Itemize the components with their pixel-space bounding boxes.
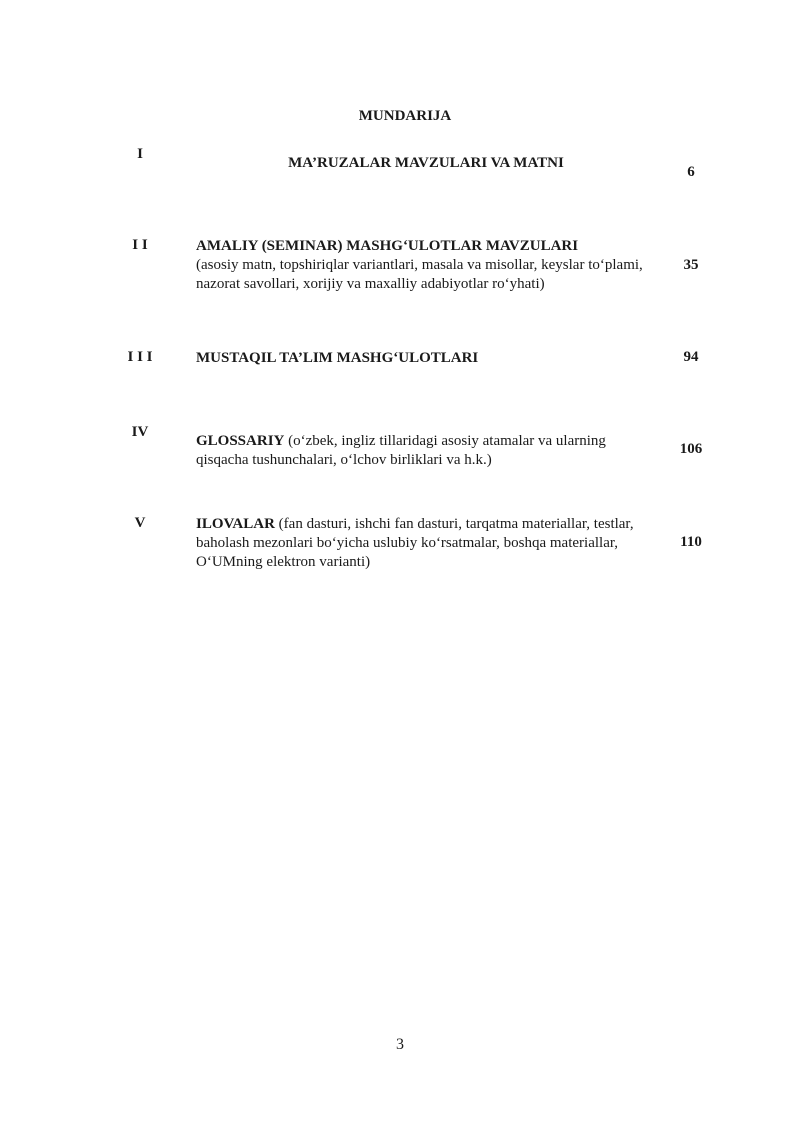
toc-roman-numeral: I I	[132, 237, 148, 253]
toc-roman-numeral: V	[134, 515, 146, 531]
toc-entry-title: AMALIY (SEMINAR) MASHG‘ULOTLAR MAVZULARI	[196, 238, 579, 254]
toc-entry-text	[196, 432, 646, 470]
toc-entry-description: (o‘zbek, ingliz tillaridagi asosiy atamalar va ularning qisqacha tushunchalari, o‘lchov birliklari va h.k.)	[196, 433, 606, 468]
toc-entry-title: GLOSSARIY	[196, 433, 285, 449]
toc-page-number: 110	[680, 534, 702, 550]
page-title: MUNDARIJA	[358, 108, 452, 124]
toc-page-number: 106	[679, 441, 703, 457]
toc-roman-numeral: IV	[131, 424, 149, 440]
toc-entry-description: (fan dasturi, ishchi fan dasturi, tarqatma materiallar, testlar, baholash mezonlari bo‘yicha uslubiy ko‘rsatmalar, boshqa materiallar, O‘UMning elektron varianti)	[196, 516, 634, 570]
toc-entry-text	[196, 237, 646, 294]
toc-entry-title: ILOVALAR	[196, 516, 275, 532]
toc-entry-description: (asosiy matn, topshiriqlar variantlari, masala va misollar, keyslar to‘plami, nazorat savollari, xorijiy va maxalliy adabiyotlar ro‘yhati)	[196, 257, 643, 292]
toc-entry-title: MUSTAQIL TA’LIM MASHG‘ULOTLARI	[196, 350, 479, 366]
toc-page-number: 35	[683, 257, 699, 273]
toc-roman-numeral: I	[137, 146, 143, 162]
footer-page-number: 3	[396, 1036, 404, 1053]
toc-page-number: 6	[687, 164, 695, 180]
toc-entry-title: MA’RUZALAR MAVZULARI VA MATNI	[288, 155, 564, 171]
toc-entry-text	[196, 515, 646, 572]
toc-roman-numeral: I I I	[127, 349, 153, 365]
toc-page-number: 94	[683, 349, 699, 365]
